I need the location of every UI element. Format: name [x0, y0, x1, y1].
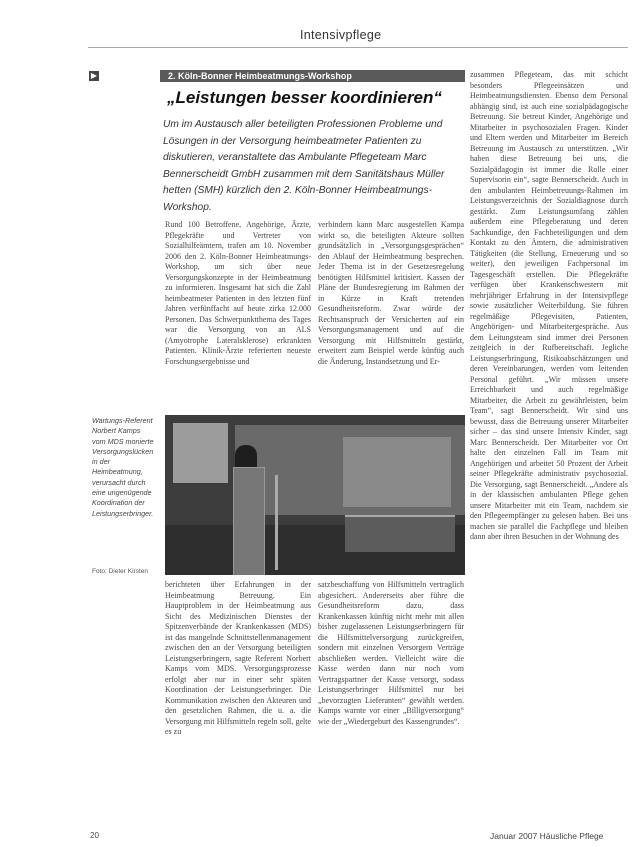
body-column-1-top	[165, 220, 311, 405]
speaker-photo	[165, 415, 465, 575]
paragraph: verbindern kann Marc ausgestellen Kampa wirkt so, die beteiligten Akteure sollten grundsätzlich in „Versorgungsgesprächen“ den Ablauf der Heimbeatmung besprechen. Jeder Thema ist in der Gesetzesregelung benötigten Hilfsmittel kritisiert. Kassen der Pläne der Bundesregierung im Rahmen der in Kürze in Kraft tretenden Gesundheitsreform. Zwar würde der Rechtsanspruch der Versicherten auf ein Versorgungsmanagement und auf die Versorgung mit Hilfsmitteln gestärkt, erweitert zum Beispiel werde künftig auch die Änderung, Instandsetzung und Er-	[318, 220, 464, 366]
paragraph: Rund 100 Betroffene, Angehörige, Ärzte, Pflegekräfte und Vertreter von Sozialhilfeämtern, trafen am 10. November 2006 den 2. Köln-Bonner Heimbeatmungs-Workshop, um sich über neue Versorgungskonzepte in der Heimbeatmung zu informieren. Insgesamt hat sich die Zahl heimbeatmeter Patienten in den letzten fünf Jahren verfünffacht auf heute zirka 12.000 Personen. Das Schwerpunktthema des Tages war die Versorgung von an ALS (Amyotrophe Lateralsklerose) erkrankten Patienten. Klinik-Ärzte referierten neueste Forschungsergebnisse und	[165, 220, 311, 366]
photo-projection	[343, 437, 451, 507]
section-title: Intensivpflege	[300, 28, 382, 42]
article-headline: „Leistungen besser koordinieren“	[167, 88, 442, 107]
photo-stand	[275, 475, 278, 570]
photo-window	[173, 423, 228, 483]
series-label: 2. Köln-Bonner Heimbeatmungs-Workshop	[160, 70, 465, 82]
photo-caption: Wartungs-Referent Norbert Kamps vom MDS monierte Versorgungslücken in der Heimbeatmung, verursacht durch eine ungenügende Koordination der Leistungserbringer.	[92, 416, 154, 518]
page-number: 20	[90, 831, 99, 840]
photo-credit: Foto: Dieter Kirsten	[92, 568, 148, 575]
paragraph: satzbeschaffung von Hilfsmitteln vertraglich abgesichert. Andererseits aber führe die Gesundheitsreform dazu, dass Krankenkassen künftig nicht mehr mit allen bisher zugelassenen Leistungserbringern für die Hilfsmittelversorgung zurückgreifen, sondern mit einzelnen Versorgern Verträge abschließen werden. Vielleicht wäre die Kasse werden dann nur noch vom Vertragspartner der Kasse versorgt, sodass Leistungserbringer Hilfsmittel nur bei „bevorzugten Lieferanten“ gewählt werden. Kamps warnte vor einer „Billigversorgung“ wie der „Wiedergeburt des Kassengrundes“.	[318, 580, 464, 726]
body-column-2-top	[318, 220, 464, 405]
body-column-2-bottom	[318, 580, 464, 810]
issue-line: Januar 2007 Häusliche Pflege	[490, 831, 604, 841]
photo-podium	[233, 467, 265, 575]
article-lead: Um im Austausch aller beteiligten Professionen Probleme und Lösungen in der Versorgung heimbeatmeter Patienten zu diskutieren, veranstaltete das Ambulante Pflegeteam Marc Bennerscheidt GmbH zusammen mit dem Sanitätshaus Müller hetten (SMH) kürzlich den 2. Köln-Bonner Heimbeatmungs-Workshop.	[163, 119, 445, 213]
paragraph: zusammen Pflegeteam, das mit schicht besonders Pflegeeinsätzen und Heimbeatmungsdiensten. Ebenso dem Personal abhängig sind, ist auch eine sozialpädagogische Betreuung. Sie betreut Kinder, Angehörige und Mitarbeiter in psychosozialen Fragen. Kinder und Eltern werden und Mitarbeiter im Bereich Betreuung im Austausch zu unterstützen. „Wir haben diese Betreuung bei uns, die Sozialpädagogin ist immer die Rolle einer Supervisorin ein“, sagte Bennerscheidt. Auch in den ambulanten Heimbetreuungs-Rahmen im Leistungsverzeichnis der Sozialdiagnose durch gestärkt. Zum Leistungsumfang zählen außerdem eine Pflegeberatung und deren Sachkundige, den Fachbeteiligungen und dem Kontakt zu den Ämtern, die administrativen Tätigkeiten (die Stellung, Erneuerung und so weiter), den jeweiligen Fachpersonal im Tagesgeschäft erstellen. Die Pflegekräfte verfügen über Krankenschwestern mit mehrjähriger Erfahrung in der Intensivpflege sowie zusätzlicher Weiterbildung. Sie führen regelmäßige Pflegevisiten, Patienten, Angehörigen- und Mitarbeitergespräche. Aus dem Leitungsteam sind immer drei Personen zeitgleich in der Rufbereitschaft. Jegliche Leistungserbringung, Risikoabschätzungen und deren Vereinbarungen, werden vom leitenden Personal geführt. „Wir müssen unsere Erreichbarkeit und auch regelmäßige Mitarbeiter, die Arbeit zu gewährleisten, beim Team“, sagt Bennerscheidt. Wir sind uns bewusst, dass die Betreuung unserer Mitarbeiter sicher – das sind unsere Intensiv Kinder, sagt Marc Bennerscheidt. Der Mitarbeiter vor Ort halte den einzelnen Fall im Team mit Angehörigen und arbeitet 50 Prozent der Arbeit seiner Pflegekräfte administrativ psychosozial. Die Versorgung, sagt Bennerscheidt. „Andere als in der klassischen ambulanten Pflege gehen unsere Mitarbeiter mit ein Team, nachdem sie den Pflegeempfänger zu gelesen haben. Bei uns machen sie parallel die Fachpflege und bleiben dann aber ihren Besuchen in der Wohnung des	[470, 70, 628, 541]
photo-bed	[345, 515, 455, 552]
arrow-icon: ▶	[90, 71, 98, 80]
body-column-3	[470, 70, 628, 820]
body-column-1-bottom	[165, 580, 311, 810]
header-rule	[88, 47, 628, 48]
paragraph: berichteten über Erfahrungen in der Heimbeatmung Betreuung. Ein Hauptproblem in der Heimbeatmung aus Sicht des Medizinischen Dienstes der Spitzenverbände der Krankenkassen (MDS) ist das mangelnde Schnittstellenmanagement zwischen den an der Versorgung beteiligten Leistungserbringern, sagte Referent Norbert Kamps vom MDS. Versorgungsprozesse erfolgt aber nur in einer sehr späten Koordination der Leistungserbringer. Die Kommunikation zwischen den Akteuren und den gesetzlichen Rahmen, die u. a. die Versorgung mit Hilfsmitteln regeln soll, gelte es zu	[165, 580, 311, 736]
